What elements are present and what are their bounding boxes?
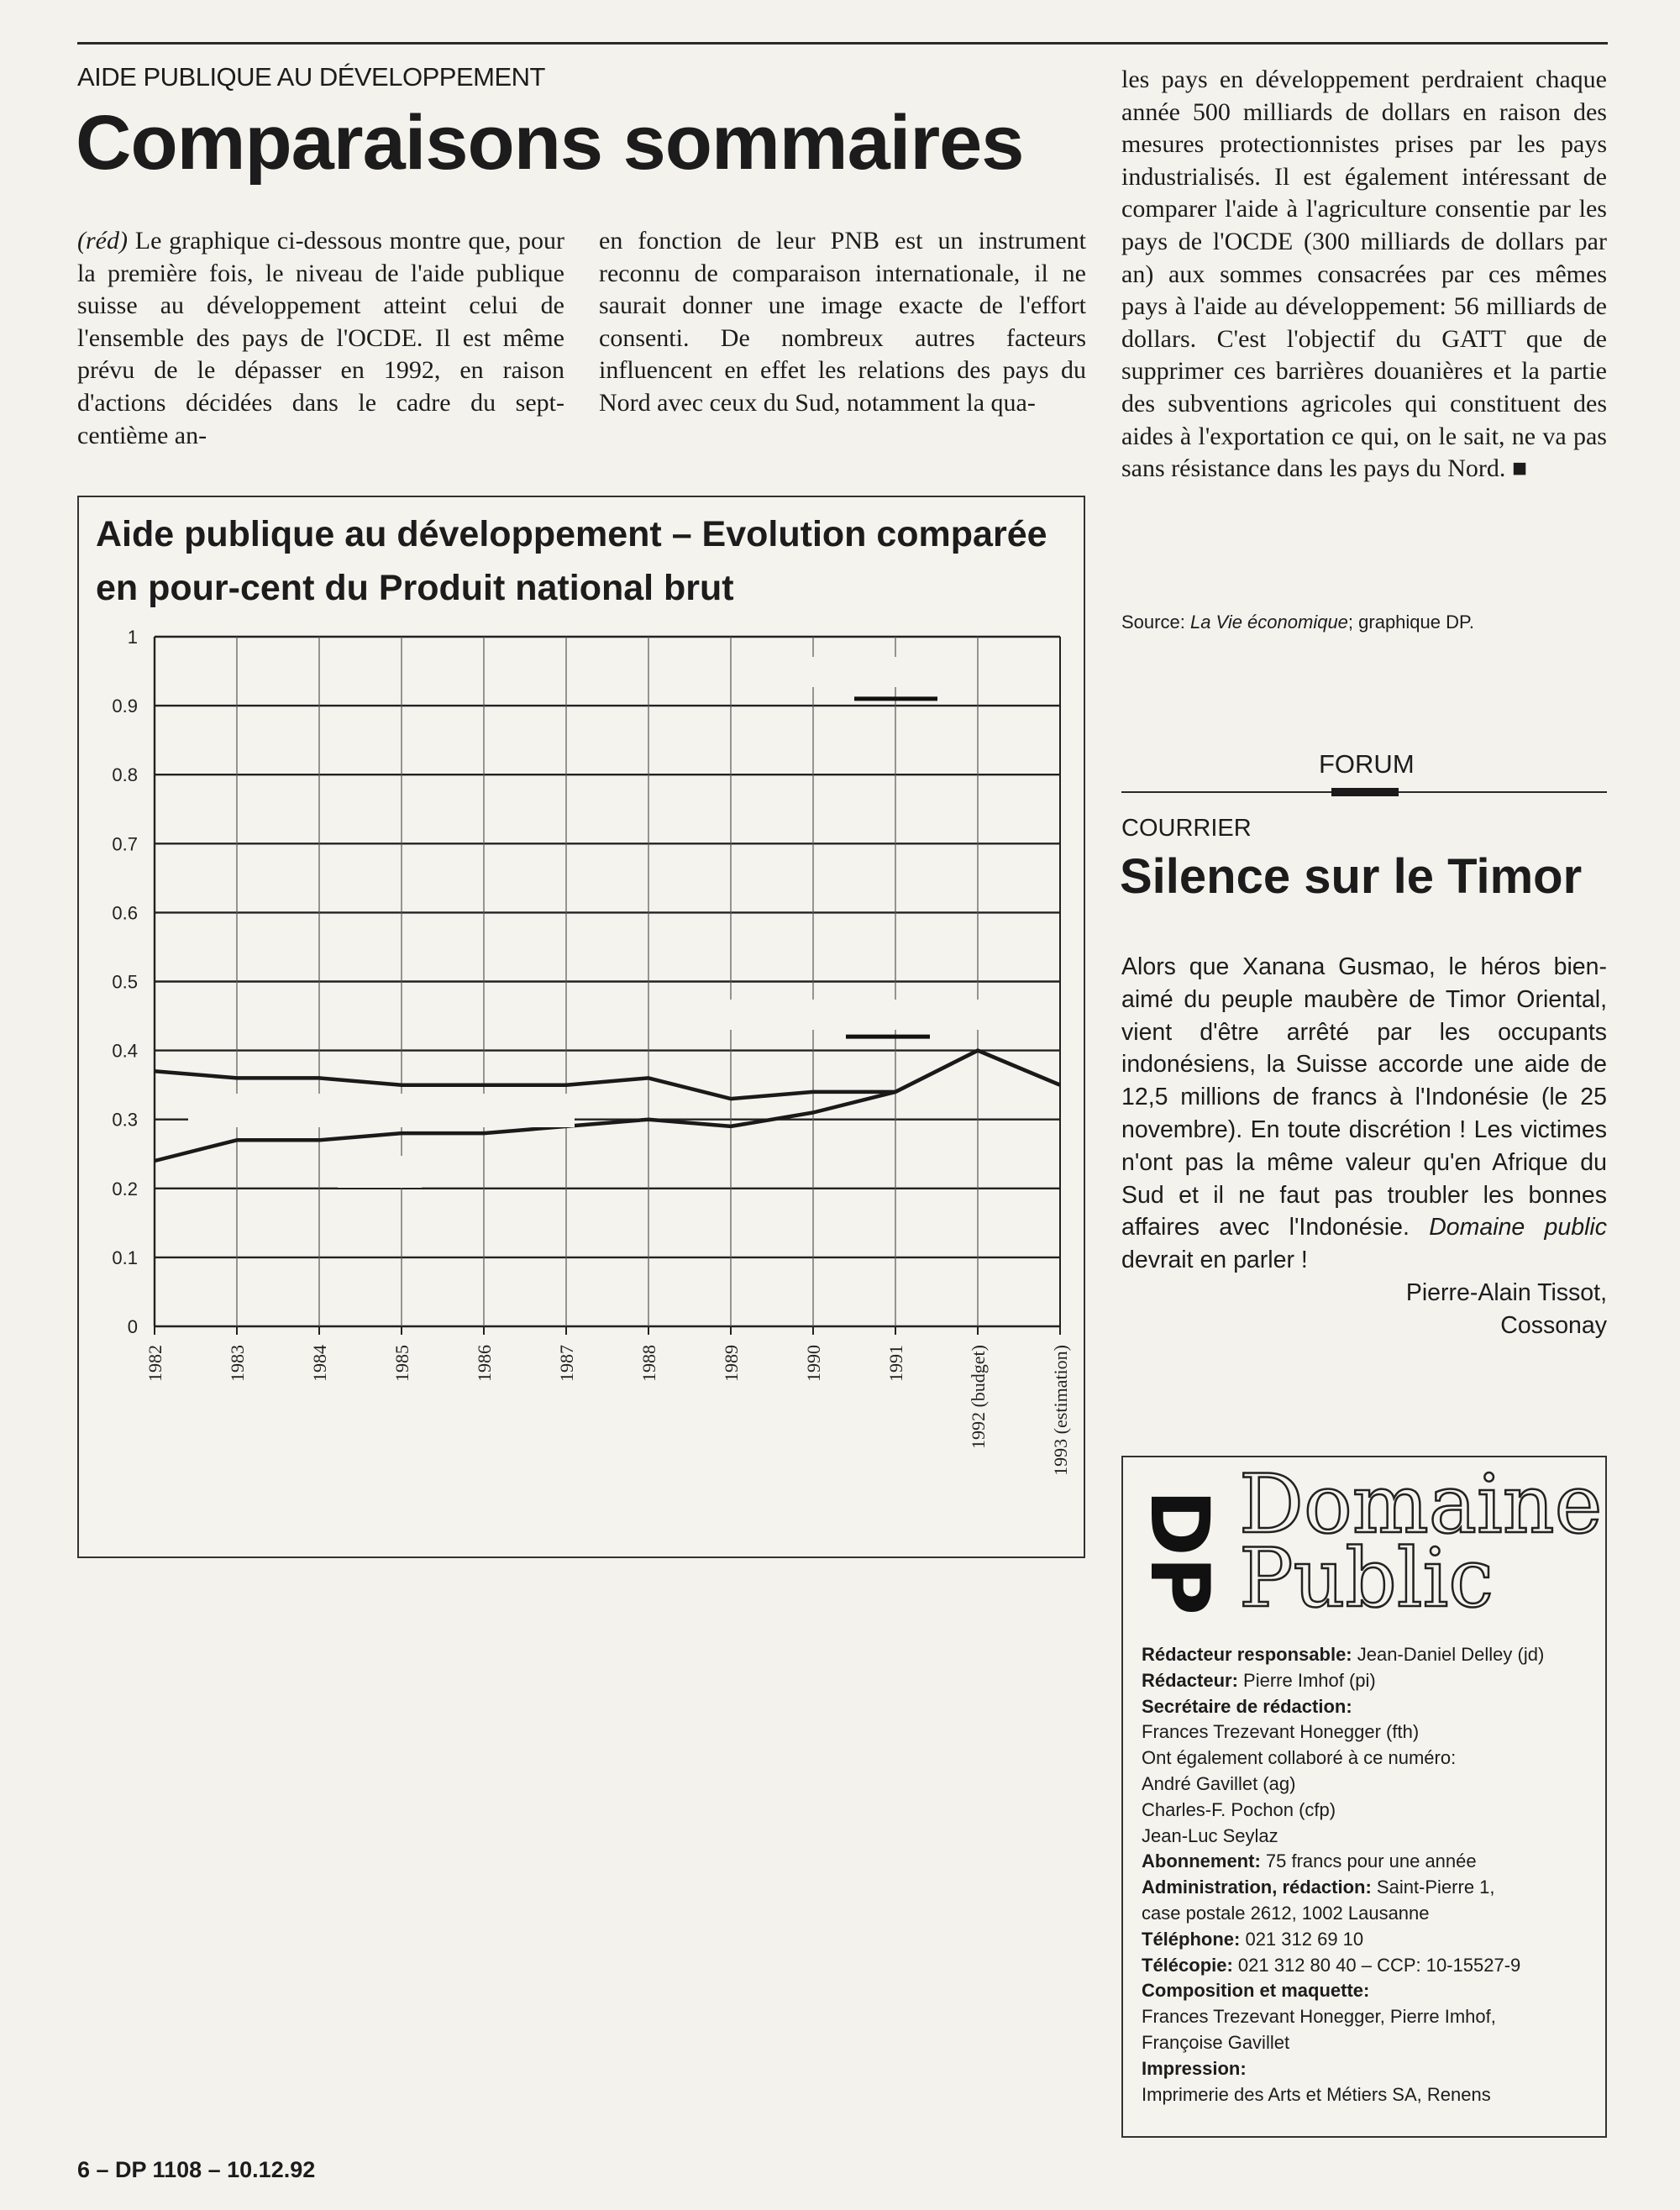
impressum-value: Jean-Luc Seylaz bbox=[1142, 1824, 1278, 1846]
impressum-label: Télécopie: bbox=[1142, 1954, 1233, 1976]
forum-title: Silence sur le Timor bbox=[1120, 849, 1583, 904]
impressum-label: Secrétaire de rédaction: bbox=[1142, 1695, 1352, 1717]
impressum-line bbox=[1142, 2004, 1595, 2030]
impressum-value: Frances Trezevant Honegger, Pierre Imhof, bbox=[1142, 2006, 1496, 2028]
x-tick-label: 1991 bbox=[885, 1345, 906, 1382]
masthead bbox=[1121, 1456, 1607, 2138]
x-tick-label: 1984 bbox=[309, 1345, 330, 1382]
impressum bbox=[1142, 1642, 1595, 2108]
chart-plot bbox=[79, 497, 1084, 1556]
impressum-line bbox=[1142, 1824, 1595, 1850]
article-column-2 bbox=[599, 225, 1086, 420]
article-column-3-text: les pays en développement perdraient chaque année 500 milliards de dollars en raison des mesures protectionnistes prises par les pays industrialisés. Il est également intéressant de comparer l'aide à l'agriculture consentie par les pays de l'OCDE (300 milliards de dollars par an) aux sommes consacrées par ces mêmes pays à l'aide au développement: 56 milliards de dollars. C'est l'objectif du GATT que de supprimer ces barrières douanières et la partie des subventions agricoles qui constituent des aides à l'exportation ce qui, on le sait, ne va pas sans résistance dans les pays du Nord. bbox=[1121, 66, 1607, 483]
impressum-label: Téléphone: bbox=[1142, 1928, 1241, 1950]
impressum-line bbox=[1142, 1719, 1595, 1745]
impressum-line bbox=[1142, 1875, 1595, 1901]
y-tick-label: 0.2 bbox=[112, 1178, 138, 1199]
impressum-line bbox=[1142, 1849, 1595, 1875]
dp-logo-text: DP bbox=[1132, 1488, 1226, 1616]
impressum-value: Frances Trezevant Honegger (fth) bbox=[1142, 1721, 1420, 1743]
impressum-line bbox=[1142, 1694, 1595, 1720]
x-tick-label: 1990 bbox=[803, 1345, 824, 1382]
y-tick-label: 0.7 bbox=[112, 833, 138, 855]
impressum-line bbox=[1142, 1642, 1595, 1668]
article-column-2-text: en fonction de leur PNB est un instrument reconnu de comparaison internationale, il ne saurait donner une image exacte de l'effort consenti. De nombreux autres facteurs influencent en effet les relations des pays du Nord avec ceux du Sud, notamment la qua- bbox=[599, 227, 1086, 417]
page-footer: 6 – DP 1108 – 10.12.92 bbox=[77, 2157, 316, 2182]
impressum-value: André Gavillet (ag) bbox=[1142, 1772, 1296, 1794]
impressum-line bbox=[1142, 1978, 1595, 2004]
article-title: Comparaisons sommaires bbox=[76, 100, 1024, 186]
article-column-3 bbox=[1121, 64, 1607, 486]
y-tick-label: 0.9 bbox=[112, 696, 138, 717]
impressum-value: Saint-Pierre 1, bbox=[1371, 1877, 1495, 1898]
source-suffix: ; graphique DP. bbox=[1347, 612, 1474, 633]
forum-body bbox=[1121, 951, 1607, 1342]
impressum-value: 021 312 69 10 bbox=[1240, 1928, 1364, 1950]
impressum-value: Jean-Daniel Delley (jd) bbox=[1352, 1644, 1545, 1665]
forum-body-end: devrait en parler ! bbox=[1121, 1247, 1308, 1274]
impressum-value: Pierre Imhof (pi) bbox=[1237, 1669, 1376, 1691]
chart-title-line-2: en pour-cent du Produit national brut bbox=[96, 568, 734, 608]
reference-label-bg bbox=[669, 1000, 979, 1030]
y-tick-label: 1 bbox=[127, 627, 138, 648]
impressum-line bbox=[1142, 1668, 1595, 1694]
impressum-line bbox=[1142, 1927, 1595, 1953]
impressum-value: 75 francs pour une année bbox=[1260, 1850, 1477, 1872]
impressum-line bbox=[1142, 1798, 1595, 1824]
reference-label-bg bbox=[736, 657, 921, 687]
impressum-label: Impression: bbox=[1142, 2057, 1247, 2079]
y-tick-label: 0.5 bbox=[112, 971, 138, 993]
source-publication: La Vie économique bbox=[1189, 612, 1348, 633]
impressum-label: Administration, rédaction: bbox=[1142, 1877, 1372, 1898]
dp-logo-letters bbox=[1132, 1472, 1226, 1632]
source-note bbox=[1121, 612, 1474, 633]
y-tick-label: 0.1 bbox=[112, 1247, 138, 1268]
impressum-line bbox=[1142, 2030, 1595, 2056]
impressum-value: case postale 2612, 1002 Lausanne bbox=[1142, 1902, 1430, 1924]
impressum-value: Charles-F. Pochon (cfp) bbox=[1142, 1798, 1336, 1820]
end-mark: ■ bbox=[1511, 454, 1528, 483]
impressum-line bbox=[1142, 1772, 1595, 1798]
forum-bar bbox=[1331, 788, 1399, 796]
forum-signature-name: Pierre-Alain Tissot, bbox=[1405, 1278, 1607, 1306]
forum-body-text: Alors que Xanana Gusmao, le héros bien-aimé du peuple maubère de Timor Oriental, vient d'être arrêté par les occupants indonésiens, la Suisse accorde une aide de 12,5 millions de francs à l'Indonésie (le 25 novembre). En toute discrétion ! Les victimes n'ont pas la même valeur qu'en Afrique du Sud et il ne faut pas troubler les bonnes affaires avec l'Indonésie. bbox=[1121, 953, 1607, 1241]
y-tick-label: 0.4 bbox=[112, 1040, 138, 1062]
x-tick-label: 1982 bbox=[144, 1345, 165, 1382]
forum-section-label: FORUM bbox=[1319, 749, 1415, 779]
y-tick-label: 0.8 bbox=[112, 764, 138, 786]
impressum-line bbox=[1142, 1745, 1595, 1772]
x-tick-label: 1986 bbox=[474, 1345, 495, 1382]
impressum-line bbox=[1142, 1953, 1595, 1979]
y-tick-label: 0.6 bbox=[112, 902, 138, 924]
series-label-bg bbox=[188, 1094, 575, 1127]
y-tick-label: 0 bbox=[127, 1316, 138, 1337]
x-tick-label: 1985 bbox=[391, 1345, 412, 1382]
impressum-line bbox=[1142, 2082, 1595, 2108]
impressum-label: Rédacteur responsable: bbox=[1142, 1644, 1352, 1665]
impressum-value: 021 312 80 40 – CCP: 10-15527-9 bbox=[1232, 1954, 1521, 1976]
y-tick-label: 0.3 bbox=[112, 1109, 138, 1131]
x-tick-label: 1983 bbox=[227, 1345, 248, 1382]
series-line-ocde bbox=[155, 1051, 1060, 1100]
impressum-line bbox=[1142, 2056, 1595, 2082]
article-kicker: AIDE PUBLIQUE AU DÉVELOPPEMENT bbox=[77, 62, 545, 92]
article-intro: (réd) bbox=[77, 227, 128, 255]
x-tick-label: 1993 (estimation) bbox=[1050, 1345, 1071, 1476]
chart bbox=[77, 496, 1085, 1558]
x-tick-label: 1989 bbox=[721, 1345, 742, 1382]
impressum-label: Abonnement: bbox=[1142, 1850, 1261, 1872]
series-label-bg bbox=[338, 1156, 422, 1188]
impressum-label: Composition et maquette: bbox=[1142, 1980, 1370, 2002]
source-prefix: Source: bbox=[1121, 612, 1185, 633]
top-rule bbox=[77, 42, 1608, 45]
impressum-value: Françoise Gavillet bbox=[1142, 2031, 1290, 2053]
dp-logo-word-2: Public bbox=[1239, 1531, 1494, 1625]
dp-logo-word-1: Domaine bbox=[1239, 1457, 1603, 1551]
article-column-1-text: Le graphique ci-dessous montre que, pour la première fois, le niveau de l'aide publique suisse au développement atteint celui de l'ensemble des pays de l'OCDE. Il est même prévu de le dépasser en 1992, en raison d'actions décidées dans le cadre du sept-centième an- bbox=[77, 227, 565, 449]
x-tick-label: 1988 bbox=[638, 1345, 659, 1382]
impressum-line bbox=[1142, 1901, 1595, 1927]
article-column-1 bbox=[77, 225, 564, 452]
x-tick-label: 1992 (budget) bbox=[968, 1345, 989, 1450]
x-tick-label: 1987 bbox=[556, 1345, 577, 1382]
impressum-label: Rédacteur: bbox=[1142, 1669, 1238, 1691]
chart-title-line-1: Aide publique au développement – Evolution comparée bbox=[96, 514, 1047, 554]
forum-kicker: COURRIER bbox=[1121, 815, 1252, 842]
forum-signature-place: Cossonay bbox=[1500, 1311, 1607, 1339]
impressum-value: Ont également collaboré à ce numéro: bbox=[1142, 1747, 1457, 1769]
dp-logo-wordmark bbox=[1239, 1457, 1603, 1625]
forum-body-italic: Domaine public bbox=[1429, 1214, 1607, 1241]
impressum-value: Imprimerie des Arts et Métiers SA, Renens bbox=[1142, 2083, 1491, 2105]
